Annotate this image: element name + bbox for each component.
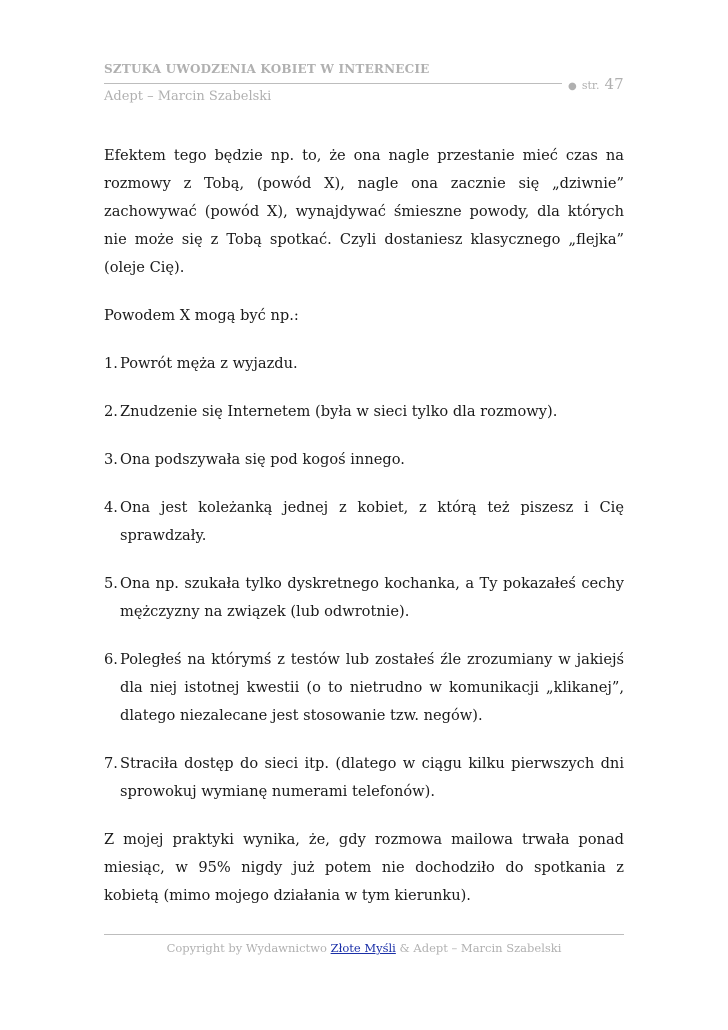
list-text: Poległeś na którymś z testów lub zostałeś źle zrozumiany w jakiejś dla niej istotnej kwestii (o to nietrudno w komunikacji „klikanej”, dlatego niezalecane jest stosowanie tzw. negów). xyxy=(120,651,624,724)
closing-paragraph: Z mojej praktyki wynika, że, gdy rozmowa mailowa trwała ponad miesiąc, w 95% nigdy już potem nie dochodziło do spotkania z kobietą (mimo mojego działania w tym kierunku). xyxy=(104,831,624,904)
list-item xyxy=(104,494,624,550)
copyright-suffix: & Adept – Marcin Szabelski xyxy=(395,941,562,955)
copyright-line xyxy=(104,941,624,955)
list-item xyxy=(104,350,624,378)
list-number: 1. xyxy=(104,355,118,372)
list-text: Ona jest koleżanką jednej z kobiet, z którą też piszesz i Cię sprawdzały. xyxy=(120,499,624,544)
list-number: 4. xyxy=(104,499,118,516)
list-number: 5. xyxy=(104,575,118,592)
publisher-link[interactable]: Złote Myśli xyxy=(330,941,396,955)
footer-divider xyxy=(104,934,624,935)
list-text: Powrót męża z wyjazdu. xyxy=(120,355,298,372)
list-text: Straciła dostęp do sieci itp. (dlatego w ciągu kilku pierwszych dni sprowokuj wymianę numerami telefonów). xyxy=(120,755,624,800)
list-item xyxy=(104,750,624,806)
intro-paragraph: Efektem tego będzie np. to, że ona nagle przestanie mieć czas na rozmowy z Tobą, (powód X), nagle ona zacznie się „dziwnie” zachowywać (powód X), wynajdywać śmieszne powody, dla których nie może się z Tobą spotkać. Czyli dostaniesz klasycznego „flejka” (oleje Cię). xyxy=(104,147,624,276)
lead-paragraph: Powodem X mogą być np.: xyxy=(104,307,299,324)
list-number: 3. xyxy=(104,451,118,468)
page-number: 47 xyxy=(604,75,624,93)
list-item xyxy=(104,398,624,426)
list-text: Ona np. szukała tylko dyskretnego kochanka, a Ty pokazałeś cechy mężczyzny na związek (lub odwrotnie). xyxy=(120,575,624,620)
list-item xyxy=(104,446,624,474)
book-title: SZTUKA UWODZENIA KOBIET W INTERNECIE xyxy=(104,62,430,76)
list-item xyxy=(104,570,624,626)
list-item xyxy=(104,646,624,730)
list-number: 7. xyxy=(104,755,118,772)
list-number: 6. xyxy=(104,651,118,668)
page-footer xyxy=(104,934,624,955)
copyright-prefix: Copyright by Wydawnictwo xyxy=(166,941,331,955)
list-text: Ona podszywała się pod kogoś innego. xyxy=(120,451,405,468)
page-label: str. xyxy=(581,79,600,92)
list-number: 2. xyxy=(104,403,118,420)
page-header xyxy=(104,62,624,112)
list-text: Znudzenie się Internetem (była w sieci tylko dla rozmowy). xyxy=(120,403,558,420)
header-divider xyxy=(104,83,562,84)
bullet-icon: ● xyxy=(568,81,577,92)
page-number-block xyxy=(568,74,624,93)
page-body xyxy=(104,142,624,930)
book-author: Adept – Marcin Szabelski xyxy=(104,89,272,104)
